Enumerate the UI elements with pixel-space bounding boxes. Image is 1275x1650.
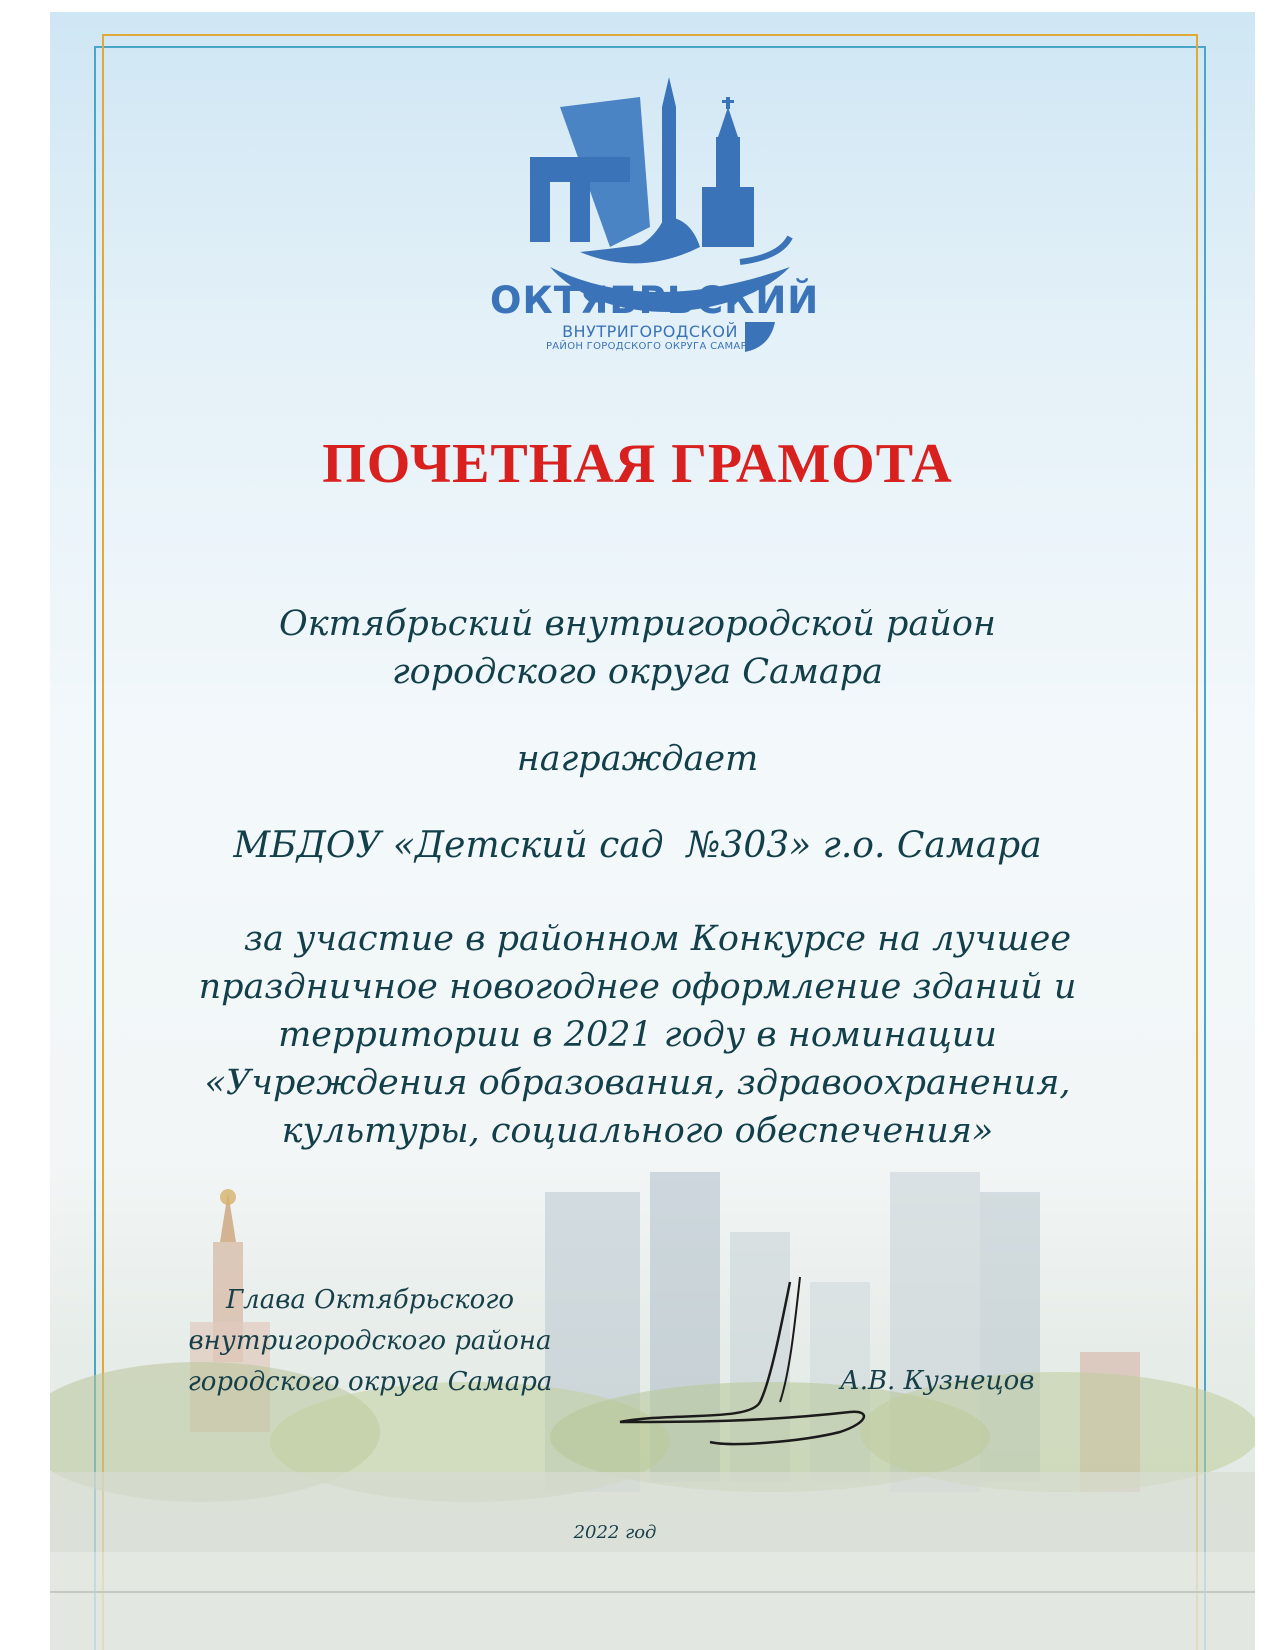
logo-subtitle-line2: РАЙОН ГОРОДСКОГО ОКРУГА САМАРА (545, 341, 755, 352)
logo-main-text: ОКТЯБРЬСКИЙ (490, 279, 820, 322)
reason-line-3: территории в 2021 году в номинации (278, 1015, 997, 1055)
issuer-line-2: городского округа Самара (391, 652, 884, 692)
issuer-line-1: Октябрьский внутригородской район (279, 604, 996, 644)
recipient-name: МБДОУ «Детский сад №303» г.о. Самара (233, 825, 1042, 866)
reason-line-2: праздничное новогоднее оформление зданий и (198, 967, 1077, 1007)
signatory-position (180, 1280, 560, 1403)
logo-subtitle-line1: ВНУТРИГОРОДСКОЙ (562, 322, 738, 341)
reason-line-1: за участие в районном Конкурсе на лучшее (243, 919, 1072, 959)
award-action-text: награждает (516, 739, 759, 779)
signatory-position-line: городского округа Самара (187, 1367, 553, 1397)
signatory-position-line: Глава Октябрьского (225, 1285, 515, 1315)
signatory-name: А.В. Кузнецов (840, 1366, 1035, 1396)
district-logo (490, 67, 820, 357)
certificate-title: ПОЧЕТНАЯ ГРАМОТА (322, 433, 953, 495)
signatory-position-line: внутригородского района (188, 1326, 552, 1356)
issue-year: 2022 год (573, 1522, 657, 1543)
reason-line-5: культуры, социального обеспечения» (281, 1111, 994, 1151)
reason-line-4: «Учреждения образования, здравоохранения, (204, 1063, 1071, 1103)
